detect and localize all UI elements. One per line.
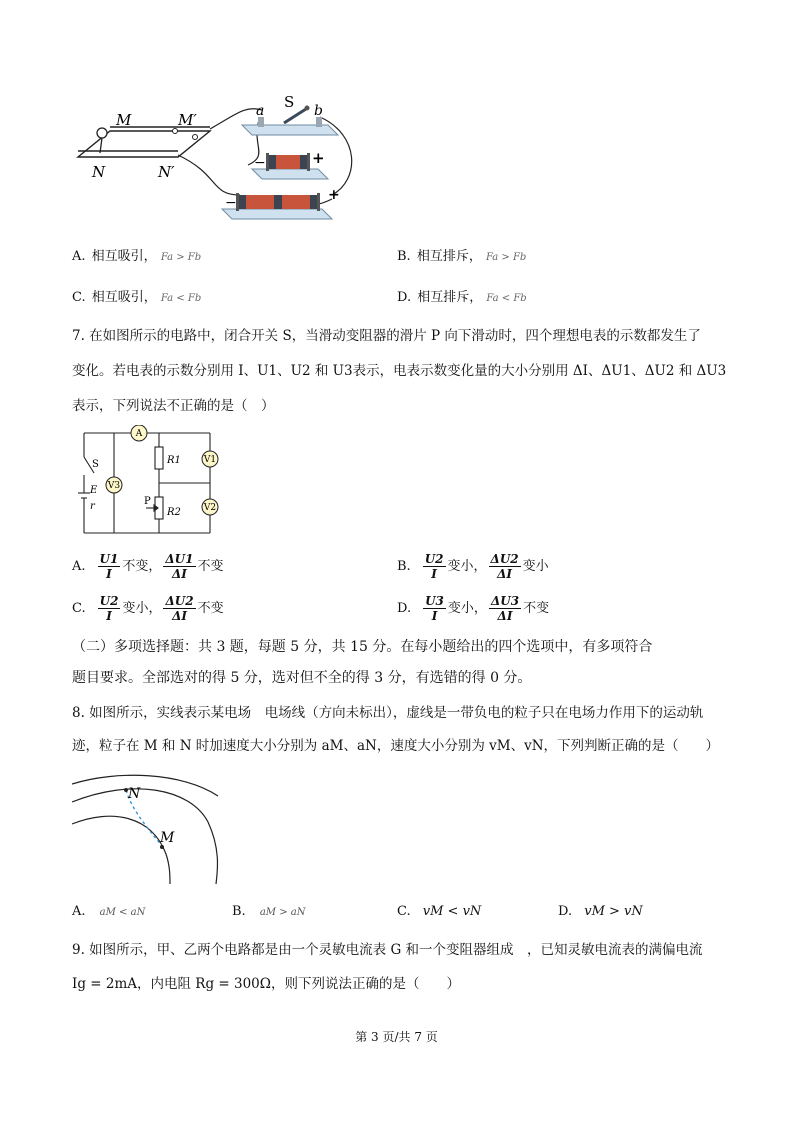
q7-stem-line-1: 7. 在如图所示的电路中，闭合开关 S，当滑动变阻器的滑片 P 向下滑动时，四个理想电表的示数都发生了 — [72, 328, 701, 344]
q7-option-d[interactable]: D. $\frac{U3}{I}$ 变小， $\frac{\Delta U3}{\Delta I}$ 不变 — [397, 594, 550, 623]
fraction: $\frac{\Delta U2}{\Delta I}$ — [165, 594, 194, 623]
label-r2: R2 — [167, 507, 181, 518]
q7-option-a[interactable]: A. $\frac{U1}{I}$ 不变， $\frac{\Delta U1}{\Delta I}$ 不变 — [72, 552, 224, 581]
label-switch-s: S — [92, 459, 99, 470]
label-minus-2: − — [225, 195, 237, 211]
label-point-m: M — [160, 830, 175, 846]
q6-option-b[interactable]: B. 相互排斥， Fa > Fb — [397, 249, 527, 264]
q8-option-c[interactable]: C. vM < vN — [397, 904, 482, 919]
page-number: 第 3 页/共 7 页 — [355, 1030, 438, 1044]
q7-option-c[interactable]: C. $\frac{U2}{I}$ 变小， $\frac{\Delta U2}{\Delta I}$ 不变 — [72, 594, 224, 623]
label-n-prime: N′ — [158, 163, 175, 181]
label-switch-s: S — [284, 95, 295, 111]
q8-option-b[interactable]: B. aM > aN — [232, 904, 306, 919]
label-v1: V1 — [203, 455, 217, 465]
label-n: N — [92, 163, 106, 181]
fraction: $\frac{U3}{I}$ — [425, 594, 444, 623]
label-emf-e: E — [90, 485, 98, 496]
q8-stem-line-1: 8. 如图所示，实线表示某电场 电场线（方向未标出），虚线是一带负电的粒子只在电场力作用下的运动轨 — [72, 705, 704, 721]
q6-option-a[interactable]: A. 相互吸引， Fa > Fb — [72, 249, 202, 264]
section-2-heading-line-2: 题目要求。全部选对的得 5 分，选对但不全的得 3 分，有选错的得 0 分。 — [72, 670, 532, 686]
section-2-heading-line-1: （二）多项选择题：共 3 题，每题 5 分，共 15 分。在每小题给出的四个选项中，有多项符合 — [72, 639, 653, 655]
fraction: $\frac{\Delta U3}{\Delta I}$ — [490, 594, 520, 623]
q8-option-a[interactable]: A. aM < aN — [72, 904, 146, 919]
q7-circuit-figure — [74, 425, 224, 540]
q8-stem-line-2: 迹，粒子在 M 和 N 时加速度大小分别为 aM、aN，速度大小分别为 vM、vN，下列判断正确的是（ ） — [72, 738, 720, 754]
q9-stem-line-2: Ig = 2mA，内电阻 Rg = 300Ω，则下列说法正确的是（ ） — [72, 976, 460, 992]
label-point-n: N — [128, 786, 141, 802]
fraction: $\frac{U2}{I}$ — [424, 552, 444, 581]
label-terminal-a: a — [256, 103, 265, 119]
label-r1: R1 — [167, 455, 181, 466]
q6-option-c[interactable]: C. 相互吸引， Fa < Fb — [72, 290, 202, 305]
fraction: $\frac{\Delta U1}{\Delta I}$ — [165, 552, 194, 581]
label-m-prime: M′ — [178, 111, 197, 129]
label-m: M — [116, 111, 132, 129]
label-plus-2: + — [328, 187, 340, 203]
label-plus-1: + — [312, 149, 325, 167]
label-v2: V2 — [203, 503, 217, 513]
label-internal-r: r — [90, 501, 95, 512]
q7-option-b[interactable]: B. $\frac{U2}{I}$ 变小， $\frac{\Delta U2}{\Delta I}$ 变小 — [397, 552, 549, 581]
fraction: $\frac{U2}{I}$ — [99, 594, 119, 623]
q7-stem-line-2: 变化。若电表的示数分别用 I、U1、U2 和 U3表示，电表示数变化量的大小分别用 ΔI、ΔU1、ΔU2 和 ΔU3 — [72, 363, 727, 379]
q6-figure — [70, 95, 370, 235]
q8-option-d[interactable]: D. vM > vN — [558, 904, 643, 919]
label-v3: V3 — [107, 481, 121, 491]
label-minus-1: − — [254, 155, 266, 171]
label-terminal-b: b — [314, 103, 323, 119]
q8-field-figure — [72, 768, 222, 886]
label-ammeter-a: A — [135, 429, 143, 439]
q6-option-d[interactable]: D. 相互排斥， Fa < Fb — [397, 290, 527, 305]
fraction: $\frac{\Delta U2}{\Delta I}$ — [490, 552, 519, 581]
fraction: $\frac{U1}{I}$ — [99, 552, 119, 581]
q7-stem-line-3: 表示，下列说法不正确的是（ ） — [72, 398, 275, 414]
label-slider-p: P — [144, 496, 151, 507]
q9-stem-line-1: 9. 如图所示，甲、乙两个电路都是由一个灵敏电流表 G 和一个变阻器组成 ，已知灵敏电流表的满偏电流 — [72, 942, 703, 958]
